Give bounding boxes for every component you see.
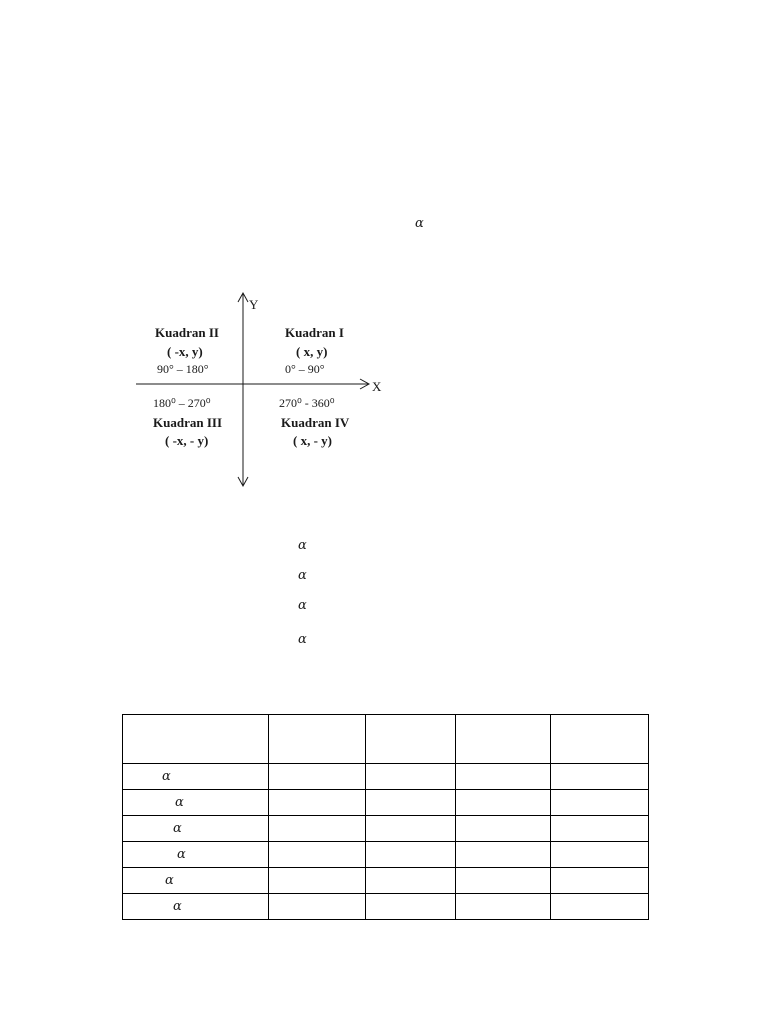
- quadrant-3-title: Kuadran III: [153, 415, 222, 430]
- quadrant-4-coords: ( x, - y): [293, 433, 332, 448]
- table-cell: [269, 894, 366, 920]
- table-header-cell: [269, 715, 366, 764]
- table-cell: [269, 764, 366, 790]
- data-table: [122, 714, 649, 920]
- table-row: [123, 816, 649, 842]
- table-cell: [269, 842, 366, 868]
- table-cell: [551, 764, 649, 790]
- quadrant-3-range: 180⁰ – 270⁰: [153, 396, 211, 410]
- table-cell: [366, 842, 456, 868]
- table-header-cell: [456, 715, 551, 764]
- table-cell: [269, 790, 366, 816]
- table-row: [123, 868, 649, 894]
- table-row: [123, 764, 649, 790]
- quadrant-2-range: 90° – 180°: [157, 362, 209, 376]
- table-cell: [456, 842, 551, 868]
- table-cell-alpha: α: [123, 790, 269, 816]
- table-cell: [456, 816, 551, 842]
- table-cell-alpha: α: [123, 868, 269, 894]
- table-row: [123, 790, 649, 816]
- x-axis-label: X: [372, 379, 382, 394]
- quadrant-1-coords: ( x, y): [296, 344, 328, 359]
- y-axis-label: Y: [249, 297, 259, 312]
- quadrant-3-coords: ( -x, - y): [165, 433, 209, 448]
- table-cell-alpha: α: [123, 842, 269, 868]
- alpha-symbol-2: α: [298, 568, 307, 583]
- quadrant-2-coords: ( -x, y): [167, 344, 203, 359]
- table-header-cell: [551, 715, 649, 764]
- table-cell: [551, 868, 649, 894]
- table-row: [123, 842, 649, 868]
- table-cell-alpha: α: [123, 894, 269, 920]
- table-header-row: [123, 715, 649, 764]
- quadrant-4-title: Kuadran IV: [281, 415, 350, 430]
- quadrant-1-title: Kuadran I: [285, 325, 344, 340]
- table-cell: [269, 868, 366, 894]
- table-cell: [366, 868, 456, 894]
- alpha-symbol-1: α: [298, 538, 307, 553]
- alpha-symbol-3: α: [298, 598, 307, 613]
- table-cell: [366, 790, 456, 816]
- table-cell: [456, 790, 551, 816]
- table-cell: [456, 868, 551, 894]
- table-cell: [551, 816, 649, 842]
- table-row: [123, 894, 649, 920]
- table-cell: [269, 816, 366, 842]
- table-cell: [551, 842, 649, 868]
- table-cell: [366, 816, 456, 842]
- table-cell-alpha: α: [123, 816, 269, 842]
- alpha-symbol-4: α: [298, 632, 307, 647]
- table-cell: [366, 894, 456, 920]
- table-cell-alpha: α: [123, 764, 269, 790]
- table-header-cell: [366, 715, 456, 764]
- table-cell: [366, 764, 456, 790]
- alpha-symbol-top: α: [415, 216, 424, 231]
- table-cell: [551, 790, 649, 816]
- quadrant-1-range: 0° – 90°: [285, 362, 325, 376]
- table-header-cell: [123, 715, 269, 764]
- table-cell: [456, 764, 551, 790]
- table-cell: [551, 894, 649, 920]
- quadrant-4-range: 270⁰ - 360⁰: [279, 396, 335, 410]
- quadrant-2-title: Kuadran II: [155, 325, 219, 340]
- table-cell: [456, 894, 551, 920]
